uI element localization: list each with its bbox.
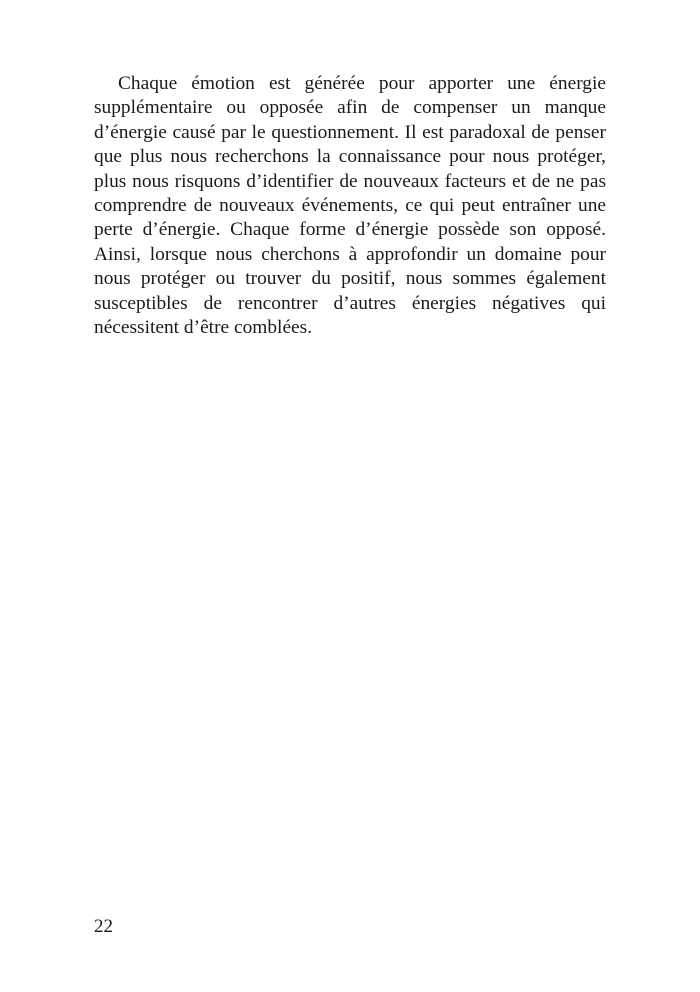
page-number: 22 (94, 916, 113, 937)
body-paragraph: Chaque émotion est générée pour apporter une énergie supplémentaire ou opposée afin de compenser un manque d’énergie causé par le questionnement. Il est paradoxal de penser que plus nous recherchons la connaissance pour nous protéger, plus nous risquons d’identifier de nouveaux facteurs et de ne pas comprendre de nouveaux événements, ce qui peut entraîner une perte d’énergie. Chaque forme d’énergie possède son opposé. Ainsi, lorsque nous cherchons à approfondir un domaine pour nous protéger ou trouver du positif, nous sommes également susceptibles de rencontrer d’autres énergies négatives qui nécessitent d’être comblées. (94, 73, 606, 339)
